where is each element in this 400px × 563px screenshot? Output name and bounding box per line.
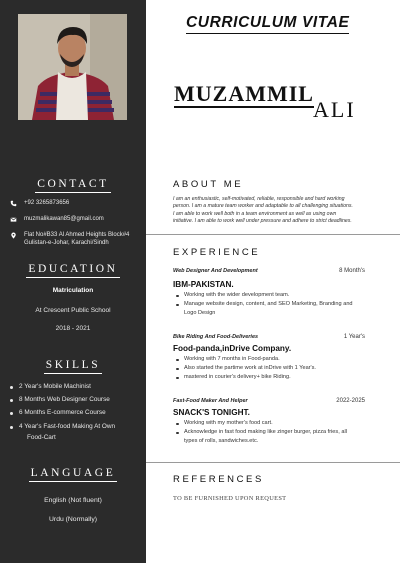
about-heading: ABOUT ME [173, 179, 244, 190]
contact-address-line1: Flat No#B33 Al Ahmed Heights Block#4 [24, 232, 130, 238]
skills-heading-text: SKILLS [44, 359, 103, 374]
job-duration: 2022-2025 [336, 398, 365, 404]
job-company: Food-panda,inDrive Company. [173, 344, 292, 353]
job-bullets [184, 419, 384, 446]
about-line: I am an enthusiastic, self-motivated, reliable, responsible and hard working [173, 196, 345, 202]
about-divider [146, 234, 400, 235]
job-bullet-continued [184, 437, 384, 446]
phone-icon [10, 200, 24, 207]
language-heading-text: LANGUAGE [29, 467, 118, 482]
contact-address [24, 232, 129, 247]
job-bullet-continued-text: Logo Design [184, 310, 216, 316]
job-bullet: Working with my mother's food cart. [184, 419, 384, 428]
job-role: Fast-Food Maker And Helper [173, 398, 248, 404]
about-line: person. I am a mature team worker and adaptable to all challenging situations. [173, 203, 353, 210]
job-duration: 8 Month's [339, 268, 365, 274]
references-text: TO BE FURNISHED UPON REQUEST [173, 495, 287, 502]
job-bullet-continued [184, 309, 384, 318]
job-bullets [184, 291, 384, 318]
profile-photo-illustration [18, 14, 127, 120]
education-heading [0, 263, 146, 278]
job-duration: 1 Year's [343, 334, 365, 340]
contact-heading [0, 178, 146, 193]
job-company: SNACK'S TONIGHT. [173, 408, 250, 417]
education-school: At Crescent Public School [35, 307, 111, 314]
first-name: MUZAMMIL [174, 81, 314, 106]
job-bullet: mastered in courier's delivery+ bike Riding. [184, 373, 384, 382]
profile-photo [18, 14, 127, 120]
skill-item: 6 Months E-commerce Course [19, 408, 137, 418]
job-role: Bike Riding And Food-Deliveries [173, 334, 259, 340]
contact-heading-text: CONTACT [35, 178, 111, 193]
contact-phone[interactable]: +92 3265873656 [24, 200, 70, 206]
education-degree: Matriculation [52, 287, 94, 294]
experience-heading: EXPERIENCE [173, 247, 261, 258]
experience-divider [146, 462, 400, 463]
skill-item-continued: Food-Cart [27, 434, 56, 441]
language-heading [0, 467, 146, 482]
job-bullets [184, 355, 384, 382]
education-years: 2018 - 2021 [55, 325, 91, 332]
education-heading-text: EDUCATION [26, 263, 119, 278]
references-heading: REFERENCES [173, 474, 264, 485]
job-role: Web Designer And Development [173, 268, 258, 274]
about-line: initiative. I am able to work well under pressure and adhere to strict deadlines. [173, 218, 352, 225]
location-icon [10, 232, 24, 239]
contact-email-row [10, 216, 140, 224]
contact-address-line2: Gulistan-e-Johar, Karachi/Sindh [24, 239, 109, 246]
skill-item: 4 Year's Fast-food Making At Own [19, 422, 137, 432]
skill-item: 2 Year's Mobile Machinist [19, 382, 137, 392]
job-company: IBM-PAKISTAN. [173, 280, 234, 289]
skills-heading [0, 359, 146, 374]
job-bullet: Working with 7 months in Food-panda. [184, 355, 384, 364]
cv-title: CURRICULUM VITAE [186, 14, 349, 34]
language-item: English (Not fluent) [44, 497, 102, 504]
job-bullet: Also started the partime work at inDrive with 1 Year's. [184, 364, 384, 373]
language-item: Urdu (Normally) [49, 516, 97, 523]
job-bullet: Manage website design, content, and SEO Marketing, Branding and [184, 300, 384, 309]
skill-item: 8 Months Web Designer Course [19, 395, 137, 405]
about-text [173, 196, 395, 226]
job-bullet: Acknowledge in fast food making like zinger burger, pizza fries, all [184, 428, 384, 437]
contact-email[interactable]: muzmalikawan85@gmail.com [24, 216, 104, 222]
mail-icon [10, 216, 24, 223]
about-line: I am able to work well both in a team environment as well as using own [173, 210, 337, 217]
job-bullet-continued-text: types of rolls, sandwiches.etc. [184, 438, 259, 444]
sidebar [0, 0, 146, 563]
contact-phone-row [10, 200, 140, 208]
last-name: ALI [313, 97, 356, 122]
job-bullet: Working with the wider development team. [184, 291, 384, 300]
contact-address-row [10, 232, 140, 247]
